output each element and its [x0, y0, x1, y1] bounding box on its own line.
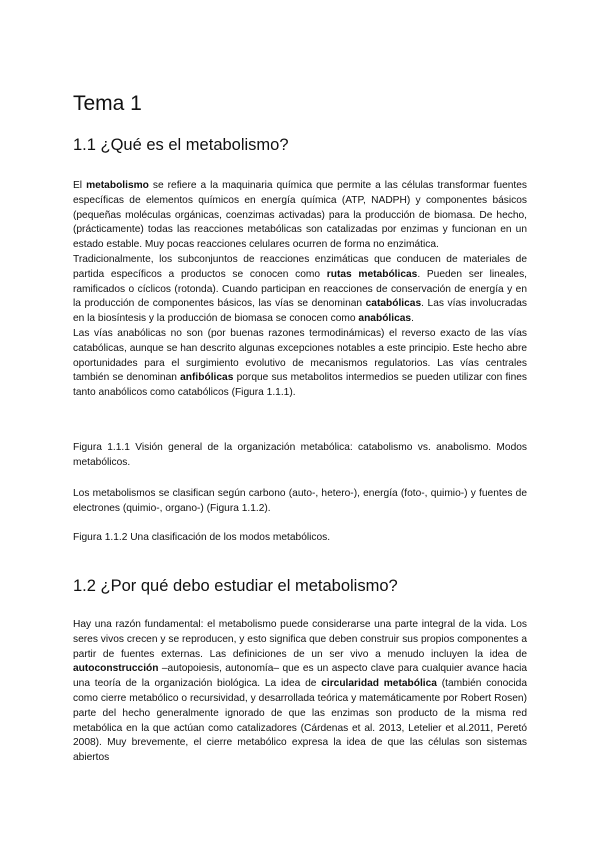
section-heading-1-2: 1.2 ¿Por qué debo estudiar el metabolismo?: [73, 577, 398, 595]
bold-term: metabolismo: [86, 180, 149, 191]
paragraph-metabolism-classification: Los metabolismos se clasifican según carbono (auto-, hetero-), energía (foto-, quimio-) y fuentes de electrones (quimio-, organo-) (Figura 1.1.2).: [73, 488, 527, 514]
section-heading-1-1: 1.1 ¿Qué es el metabolismo?: [73, 136, 289, 154]
paragraph: El metabolismo se refiere a la maquinaria química que permite a las células transformar fuentes específicas de elementos químicos en energía química (ATP, NADPH) y componentes básicos (pequeñas moléculas orgánicas, coenzimas activadas) para la producción de biomasa. De hecho, (prácticamente) todas las reacciones metabólicas son catalizadas por enzimas y funcionan en un estado estable. Muy pocas reacciones celulares ocurren de forma no enzimática.: [73, 180, 528, 251]
paragraph: Tradicionalmente, los subconjuntos de reacciones enzimáticas que conducen de materiales de partida específicos a productos se conocen como rutas metabólicas. Pueden ser lineales, ramificados o cíclicos (rotonda). Cuando participan en reacciones de conservación de energía y en la producción de componentes básicos, las vías se denominan catabólicas. Las vías involucradas en la biosíntesis y la producción de biomasa se conocen como anabólicas.: [73, 253, 527, 325]
paragraph: Las vías anabólicas no son (por buenas razones termodinámicas) el reverso exacto de las vías catabólicas, aunque se han descrito algunas excepciones notables a este principio. Este hecho abre oportunidades para el surgimiento evolutivo de mecanismos regulatorios. Las vías centrales también se denominan anfibólicas porque sus metabolitos intermedios se pueden utilizar con fines tanto anabólicos como catabólicos (Figura 1.1.1).: [73, 327, 527, 399]
bold-term: rutas metabólicas: [326, 268, 418, 280]
bold-term: catabólicas: [365, 298, 422, 310]
bold-term: autoconstrucción: [73, 663, 159, 675]
section-1-1-body: [73, 179, 527, 401]
figure-caption-1-1-1: Figura 1.1.1 Visión general de la organización metabólica: catabolismo vs. anabolismo. Modos metabólicos.: [73, 442, 527, 468]
document-title: Tema 1: [73, 92, 142, 115]
figure-caption-1-1-2: Figura 1.1.2 Una clasificación de los modos metabólicos.: [73, 532, 331, 543]
bold-term: anabólicas: [358, 313, 412, 325]
section-1-2-body: [73, 618, 527, 766]
paragraph: Hay una razón fundamental: el metabolismo puede considerarse una parte integral de la vida. Los seres vivos crecen y se reproducen, y esto significa que deben construir sus propios componentes a partir de fuentes externas. Las definiciones de un ser vivo a menudo incluyen la idea de autoconstrucción –autopoiesis, autonomía– que es un aspecto clave para cualquier avance hacia una teoría de la organización biológica. La idea de circularidad metabólica (también conocida como cierre metabólico o recursividad, y desarrollada teórica y matemáticamente por Robert Rosen) parte del hecho generalmente ignorado de que las enzimas son producto de la misma red metabólica en la que actúan como catalizadores (Cárdenas et al. 2013, Letelier et al.2011, Peretó 2008). Muy brevemente, el cierre metabólico expresa la idea de que las células son sistemas abiertos: [73, 619, 527, 764]
bold-term: circularidad metabólica: [321, 678, 437, 690]
bold-term: anfibólicas: [180, 372, 234, 384]
